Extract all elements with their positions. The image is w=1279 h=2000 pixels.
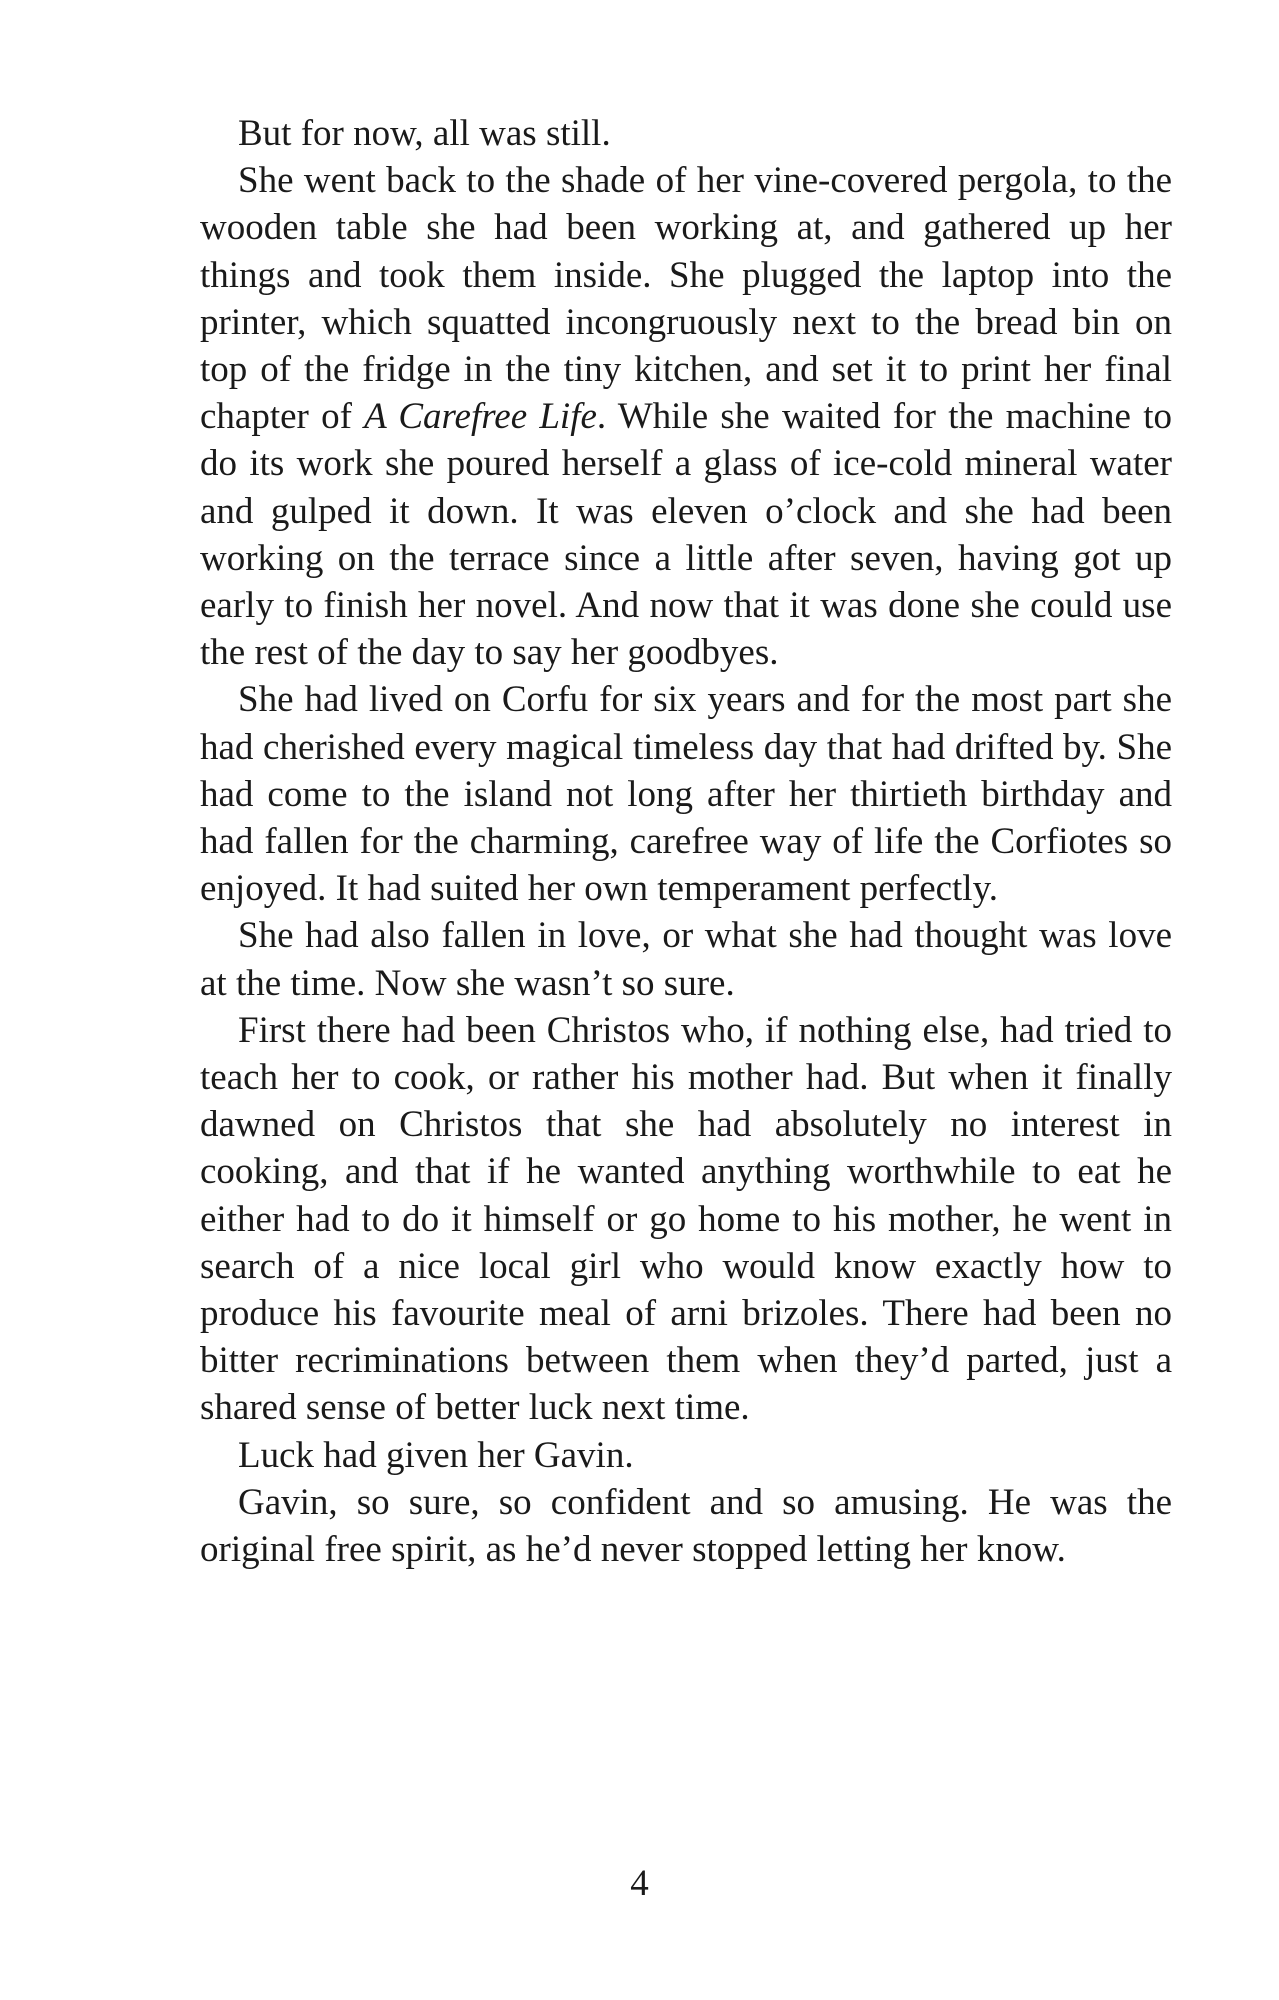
paragraph-2-text: She went back to the shade of her vine-covered pergola, to the wooden table she had been working at, and gathered up her things and took them inside. She plugged the laptop into the printer, which squatted incongruously next to the bread bin on top of the fridge in the tiny kitchen, and set it to print her final chapter of <box>200 160 1172 438</box>
paragraph-6: Luck had given her Gavin. <box>238 1434 634 1476</box>
paragraph-2-continuation: . While she waited for the machine to do its work she poured herself a glass of ice-cold mineral water and gulped it down. It was eleven o’clock and she had been working on the terrace since a little after seven, having got up early to finish her novel. And now that it was done she could use the rest of the day to say her goodbyes. <box>200 396 1172 674</box>
paragraph-5: First there had been Christos who, if nothing else, had tried to teach her to cook, or rather his mother had. But when it finally dawned on Christos that she had absolutely no interest in cooking, and that if he wanted anything worthwhile to eat he either had to do it himself or go home to his mother, he went in search of a nice local girl who would know exactly how to produce his favourite meal of arni brizoles. There had been no bitter recriminations between them when they’d parted, just a shared sense of better luck next time. <box>200 1009 1172 1429</box>
paragraph-2 <box>200 157 1172 676</box>
paragraph-7: Gavin, so sure, so confident and so amusing. He was the original free spirit, as he’d never stopped letting her know. <box>200 1481 1172 1571</box>
paragraph-3: She had lived on Corfu for six years and for the most part she had cherished every magical timeless day that had drifted by. She had come to the island not long after her thirtieth birthday and had fallen for the charming, carefree way of life the Corfiotes so enjoyed. It had suited her own temperament perfectly. <box>200 679 1172 910</box>
page-number: 4 <box>630 1863 649 1904</box>
body-text <box>200 110 1172 1573</box>
paragraph-4: She had also fallen in love, or what she had thought was love at the time. Now she wasn’t so sure. <box>200 915 1172 1004</box>
paragraph-1: But for now, all was still. <box>238 113 611 154</box>
book-title: A Carefree Life <box>364 396 597 438</box>
